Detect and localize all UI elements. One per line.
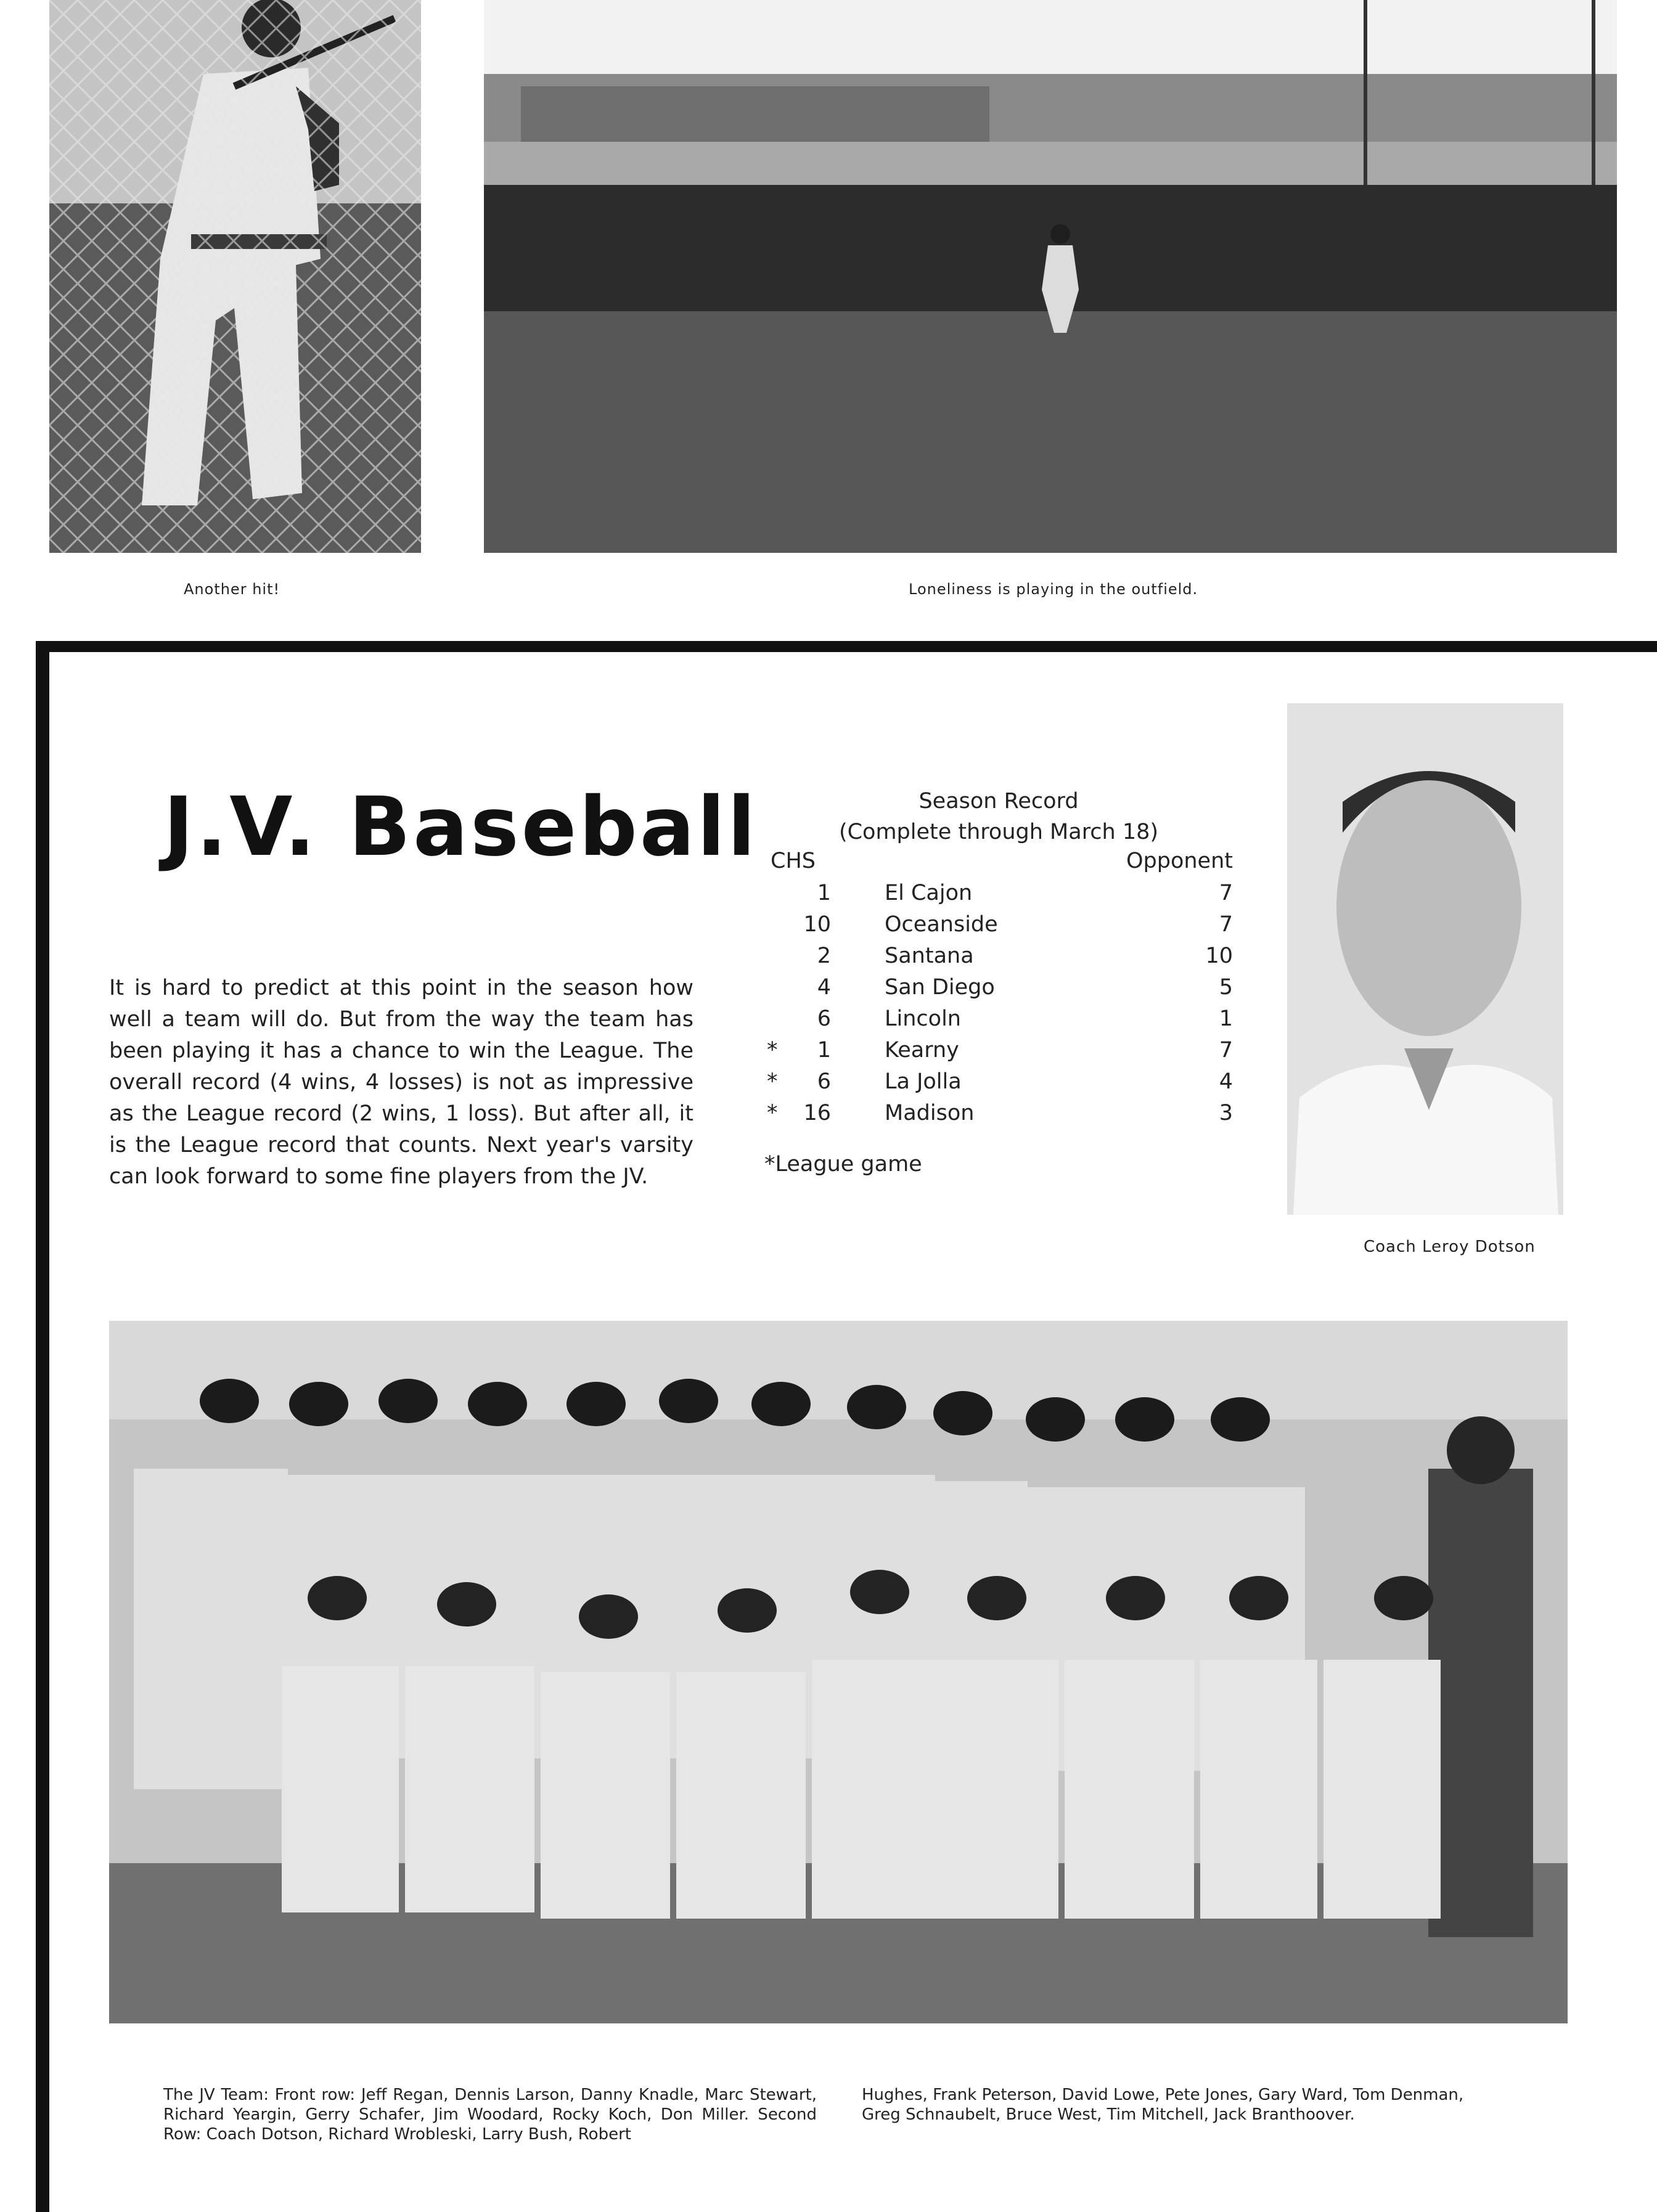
game-row <box>764 975 1233 1006</box>
chs-score: 16 <box>803 1101 831 1125</box>
opponent-name: Kearny <box>885 1038 959 1063</box>
opponent-score: 10 <box>1205 944 1233 968</box>
season-record-subtitle: (Complete through March 18) <box>838 820 1159 844</box>
outfield-caption: Loneliness is playing in the outfield. <box>909 581 1198 598</box>
opponent-score: 7 <box>1219 1038 1233 1063</box>
opponent-score: 7 <box>1219 912 1233 937</box>
chs-score: 1 <box>817 881 831 905</box>
opponent-score: 1 <box>1219 1006 1233 1031</box>
season-record-header <box>764 849 1233 879</box>
game-row <box>764 1038 1233 1069</box>
page-title: J.V. Baseball <box>163 780 758 875</box>
section-border-left <box>36 641 49 2212</box>
game-row <box>764 912 1233 944</box>
game-row <box>764 1006 1233 1038</box>
league-game-note: *League game <box>764 1152 922 1177</box>
opponent-name: San Diego <box>885 975 995 1000</box>
section-border-top <box>36 641 1657 652</box>
season-record <box>764 786 1233 1177</box>
opponent-name: La Jolla <box>885 1069 962 1094</box>
league-mark: * <box>767 1038 778 1063</box>
team-caption-left: The JV Team: Front row: Jeff Regan, Dennis Larson, Danny Knadle, Marc Stewart, Richard Yeargin, Gerry Schafer, Jim Woodard, Rocky Koch, Don Miller. Second Row: Coach Dotson, Richard Wrobleski, Larry Bush, Robert <box>163 2086 817 2144</box>
opponent-score: 3 <box>1219 1101 1233 1125</box>
chs-score: 2 <box>817 944 831 968</box>
coach-portrait <box>1287 703 1563 1215</box>
col-opponent-header: Opponent <box>1126 849 1233 873</box>
team-photo <box>109 1321 1568 2023</box>
article-body: It is hard to predict at this point in the season how well a team will do. But from the way the team has been playing it has a chance to win the League. The overall record (4 wins, 4 losses) is not as impressive as the League record (2 wins, 1 loss). But after all, it is the League record that counts. Next year's varsity can look forward to some fine players from the JV. <box>109 976 693 1189</box>
opponent-score: 7 <box>1219 881 1233 905</box>
game-row <box>764 944 1233 975</box>
league-mark: * <box>767 1069 778 1094</box>
chs-score: 1 <box>817 1038 831 1063</box>
league-mark: * <box>767 1101 778 1125</box>
chs-score: 4 <box>817 975 831 1000</box>
coach-caption: Coach Leroy Dotson <box>1364 1238 1536 1256</box>
game-row <box>764 881 1233 912</box>
outfield-photo <box>484 0 1617 553</box>
season-record-title: Season Record <box>919 789 1079 814</box>
col-chs-header: CHS <box>771 849 816 873</box>
opponent-name: Santana <box>885 944 974 968</box>
batter-caption: Another hit! <box>184 581 280 598</box>
opponent-name: Madison <box>885 1101 975 1125</box>
chs-score: 10 <box>803 912 831 937</box>
game-row <box>764 1101 1233 1132</box>
team-caption-right: Hughes, Frank Peterson, David Lowe, Pete Jones, Gary Ward, Tom Denman, Greg Schnaubelt, Bruce West, Tim Mitchell, Jack Branthoover. <box>862 2086 1464 2124</box>
opponent-name: El Cajon <box>885 881 973 905</box>
opponent-name: Lincoln <box>885 1006 961 1031</box>
opponent-score: 5 <box>1219 975 1233 1000</box>
opponent-score: 4 <box>1219 1069 1233 1094</box>
batter-photo <box>49 0 421 553</box>
chs-score: 6 <box>817 1069 831 1094</box>
opponent-name: Oceanside <box>885 912 998 937</box>
game-row <box>764 1069 1233 1101</box>
chs-score: 6 <box>817 1006 831 1031</box>
